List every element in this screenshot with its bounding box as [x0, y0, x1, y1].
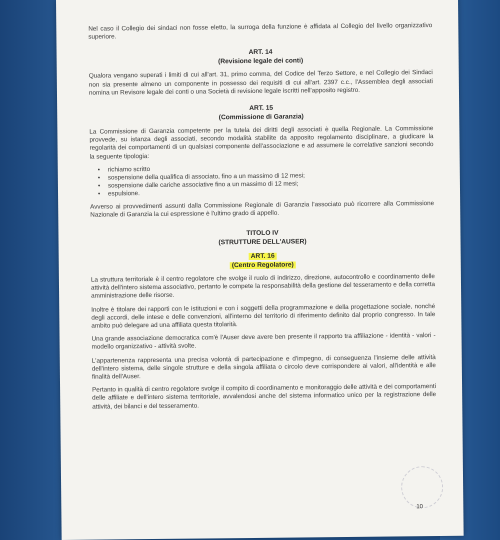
art16-paragraph: La struttura territoriale è il centro regolatore che svolge il ruolo di indirizzo, direzione, autocontrollo e coordinamento delle attività dell'intero sistema associativo, pertanto le compete la responsabilità della gestione del tesseramento e della corretta amministrazione delle risorse.	[90, 273, 436, 301]
art15-title: ART. 15	[249, 104, 274, 112]
art16-paragraph: Pertanto in qualità di centro regolatore svolge il compito di coordinamento e monitoraggio delle attività e dei comportamenti delle affiliate e dell'intero sistema territoriale, avvalendosi anche del sistema informatico unico per la registrazione delle attività, dei bilanci e del tesseramento.	[92, 383, 437, 411]
list-item: • sospensione dalle cariche associative fino a un massimo di 12 mesi;	[108, 179, 434, 191]
list-item: • sospensione della qualifica di associato, fino a un massimo di 12 mesi;	[108, 171, 434, 183]
art14-heading	[89, 47, 433, 68]
art16-heading	[91, 251, 435, 272]
intro-paragraph: Nel caso il Collegio dei sindaci non fosse eletto, la surroga della funzione è affidata al Collegio del livello organizzativo superiore.	[88, 22, 433, 41]
document-content	[88, 22, 436, 416]
art14-paragraph: Qualora vengano superati i limiti di cui all'art. 31, primo comma, del Codice del Terzo Settore, e nel Collegio dei Sindaci non sia presente almeno un componente in possesso dei requisiti di cui all'art. 2397 c.c., l'Assemblea degli associati nomina un Revisore legale dei conti o una Società di revisione legale iscritti nell'apposito registro.	[88, 69, 433, 97]
document-page	[56, 0, 464, 540]
art15-heading	[89, 103, 433, 124]
sanctions-list	[90, 163, 434, 199]
titolo-subtitle: (STRUTTURE DELL'AUSER)	[218, 237, 307, 246]
art15-subtitle: (Commissione di Garanzia)	[218, 112, 304, 121]
art14-title: ART. 14	[248, 49, 273, 57]
art16-paragraph: Una grande associazione democratica com'è l'Auser deve avere ben presente il rapporto tra affiliazione - identità - valori - modello organizzativo - attività svolte.	[91, 332, 436, 352]
titolo-title: TITOLO IV	[246, 229, 279, 238]
stamp-mark	[401, 466, 443, 511]
art16-subtitle: (Centro Regolatore)	[231, 261, 294, 269]
art15-paragraph-1: La Commissione di Garanzia competente per la tutela dei diritti degli associati è quella Regionale. La Commissione provvede, su istanza degli associati, secondo modalità stabilite da apposito regolamento disciplinare, a giudicare la regolarità dei comportamenti di un qualsiasi componente dell'associazione e ad assumere le correlative sanzioni secondo la seguente tipologia:	[89, 125, 434, 161]
page-number: 10	[416, 504, 424, 511]
titolo-heading	[90, 228, 434, 249]
art16-paragraph: L'appartenenza rappresenta una precisa volontà di partecipazione e d'impegno, di conseguenza l'insieme delle attività dell'intero sistema, delle singole strutture e della singola affiliata o circolo deve corrispondere ai valori, all'identità e alle finalità dell'Auser.	[91, 353, 436, 381]
list-item: • espulsione.	[108, 187, 434, 199]
list-item: • richiamo scritto	[108, 163, 434, 175]
art15-paragraph-2: Avverso ai provvedimenti assunti dalla Commissione Regionale di Garanzia l'associato può ricorrere alla Commissione Nazionale di Garanzia la cui espressione è l'ultimo grado di appello.	[90, 199, 435, 219]
art16-paragraph: Inoltre è titolare dei rapporti con le istituzioni e con i soggetti della programmazione e della progettazione sociale, nonché degli accordi, delle intese e delle convenzioni, all'interno del territorio di riferimento definito dal proprio congresso. In tale ambito può delegare ad una affiliata questa titolarità.	[91, 302, 436, 330]
art14-subtitle: (Revisione legale dei conti)	[218, 57, 304, 66]
art16-title: ART. 16	[250, 252, 275, 261]
